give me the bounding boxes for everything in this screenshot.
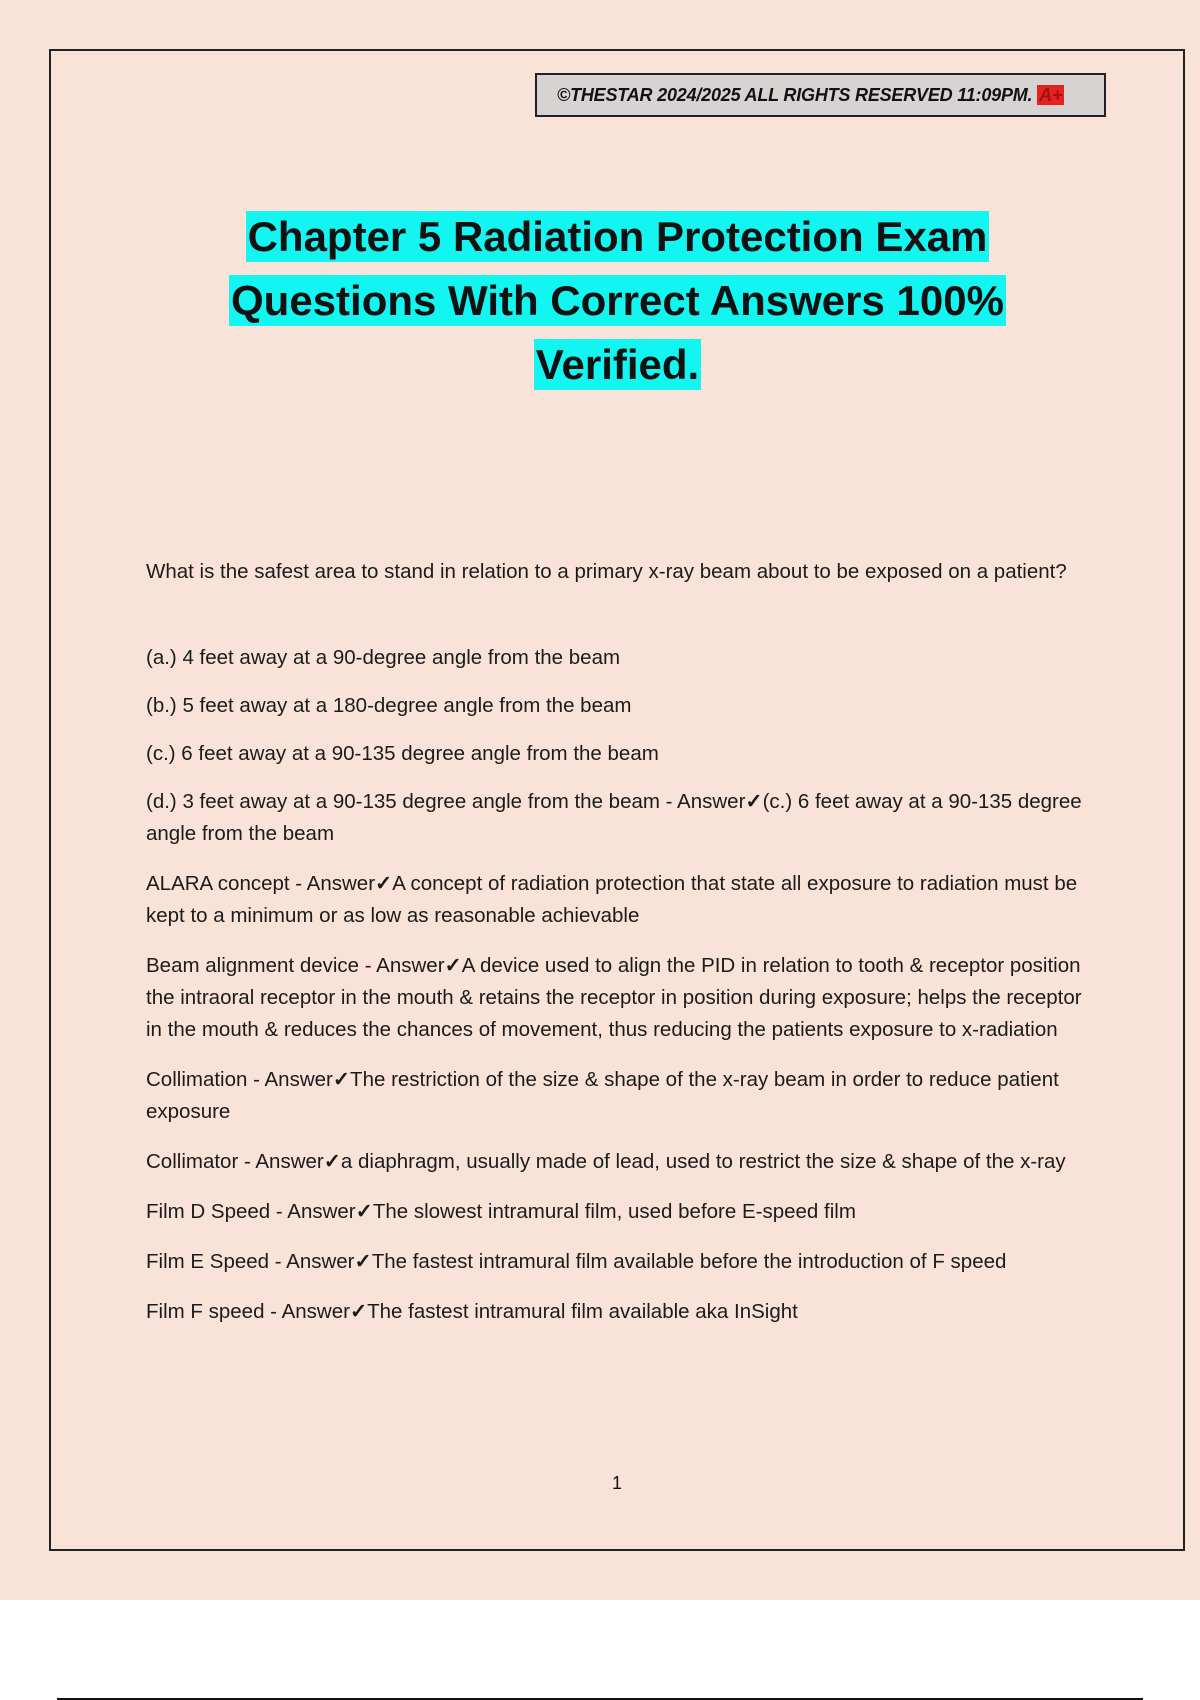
- term-definition: A device used to align the PID in relation to tooth & receptor position the intraoral receptor in the mouth & retains the receptor in position during exposure; helps the receptor in the mouth & reduces the chances of movement, thus reducing the patients exposure to x-radiation: [146, 954, 1082, 1041]
- term-entry: [146, 1064, 1096, 1128]
- check-mark-icon: ✓: [349, 1300, 368, 1323]
- term-name: Film F speed: [146, 1300, 265, 1323]
- answer-marker: - Answer: [270, 1200, 356, 1223]
- term-entry: [146, 1146, 1096, 1178]
- question-stem: What is the safest area to stand in relation to a primary x-ray beam about to be exposed on a patient?: [146, 560, 1067, 583]
- term-definition: A concept of radiation protection that state all exposure to radiation must be kept to a minimum or as low as reasonable achievable: [146, 872, 1078, 927]
- option-d-text: (d.) 3 feet away at a 90-135 degree angle from the beam: [146, 790, 660, 813]
- term-entry: [146, 1196, 1096, 1228]
- option-a: (a.) 4 feet away at a 90-degree angle from the beam: [146, 646, 621, 669]
- answer-marker: - Answer: [247, 1068, 333, 1091]
- term-name: Beam alignment device: [146, 954, 360, 977]
- check-mark-icon: ✓: [355, 1200, 373, 1223]
- check-mark-icon: ✓: [745, 790, 763, 813]
- term-entry: [146, 1246, 1096, 1278]
- title-line-3: Verified.: [535, 341, 700, 388]
- term-definition: a diaphragm, usually made of lead, used to restrict the size & shape of the x-ray: [340, 1150, 1066, 1173]
- term-name: Collimation: [146, 1068, 248, 1091]
- term-name: Film D Speed: [146, 1200, 271, 1223]
- answer-marker: - Answer: [289, 872, 376, 895]
- answer-marker: - Answer: [659, 790, 746, 813]
- term-definition: The fastest intramural film available before the introduction of F speed: [371, 1250, 1007, 1273]
- copyright-header: [535, 73, 1106, 117]
- page-number: 1: [611, 1473, 622, 1493]
- document-body: [146, 556, 1096, 1346]
- term-definition: The restriction of the size & shape of the x-ray beam in order to reduce patient exposure: [146, 1068, 1059, 1123]
- answer-marker: - Answer: [359, 954, 445, 977]
- title-line-2: Questions With Correct Answers 100%: [231, 277, 1004, 324]
- check-mark-icon: ✓: [444, 954, 462, 977]
- option-c: (c.) 6 feet away at a 90-135 degree angle from the beam: [146, 742, 659, 765]
- option-d: [146, 786, 1096, 850]
- answer-marker: - Answer: [264, 1300, 350, 1323]
- check-mark-icon: ✓: [375, 872, 393, 895]
- title-line-1: Chapter 5 Radiation Protection Exam: [247, 213, 988, 260]
- term-name: Collimator: [146, 1150, 239, 1173]
- term-entry: [146, 868, 1096, 932]
- term-entry: [146, 1296, 1096, 1328]
- check-mark-icon: ✓: [354, 1250, 372, 1273]
- check-mark-icon: ✓: [332, 1068, 351, 1091]
- option-b: (b.) 5 feet away at a 180-degree angle from the beam: [146, 694, 632, 717]
- grade-badge: A+: [1039, 85, 1063, 105]
- term-definition: The slowest intramural film, used before E-speed film: [372, 1200, 856, 1223]
- answer-marker: - Answer: [269, 1250, 355, 1273]
- term-name: Film E Speed: [146, 1250, 270, 1273]
- copyright-text: ©THESTAR 2024/2025 ALL RIGHTS RESERVED 11:09PM.: [557, 85, 1033, 105]
- answer-text: (c.) 6 feet away at a 90-135 degree angle from the beam: [146, 790, 1082, 845]
- term-entry: [146, 950, 1096, 1046]
- document-title: [170, 205, 1065, 397]
- term-definition: The fastest intramural film available aka InSight: [367, 1300, 798, 1323]
- check-mark-icon: ✓: [323, 1150, 341, 1173]
- term-name: ALARA concept: [146, 872, 290, 895]
- answer-marker: - Answer: [238, 1150, 324, 1173]
